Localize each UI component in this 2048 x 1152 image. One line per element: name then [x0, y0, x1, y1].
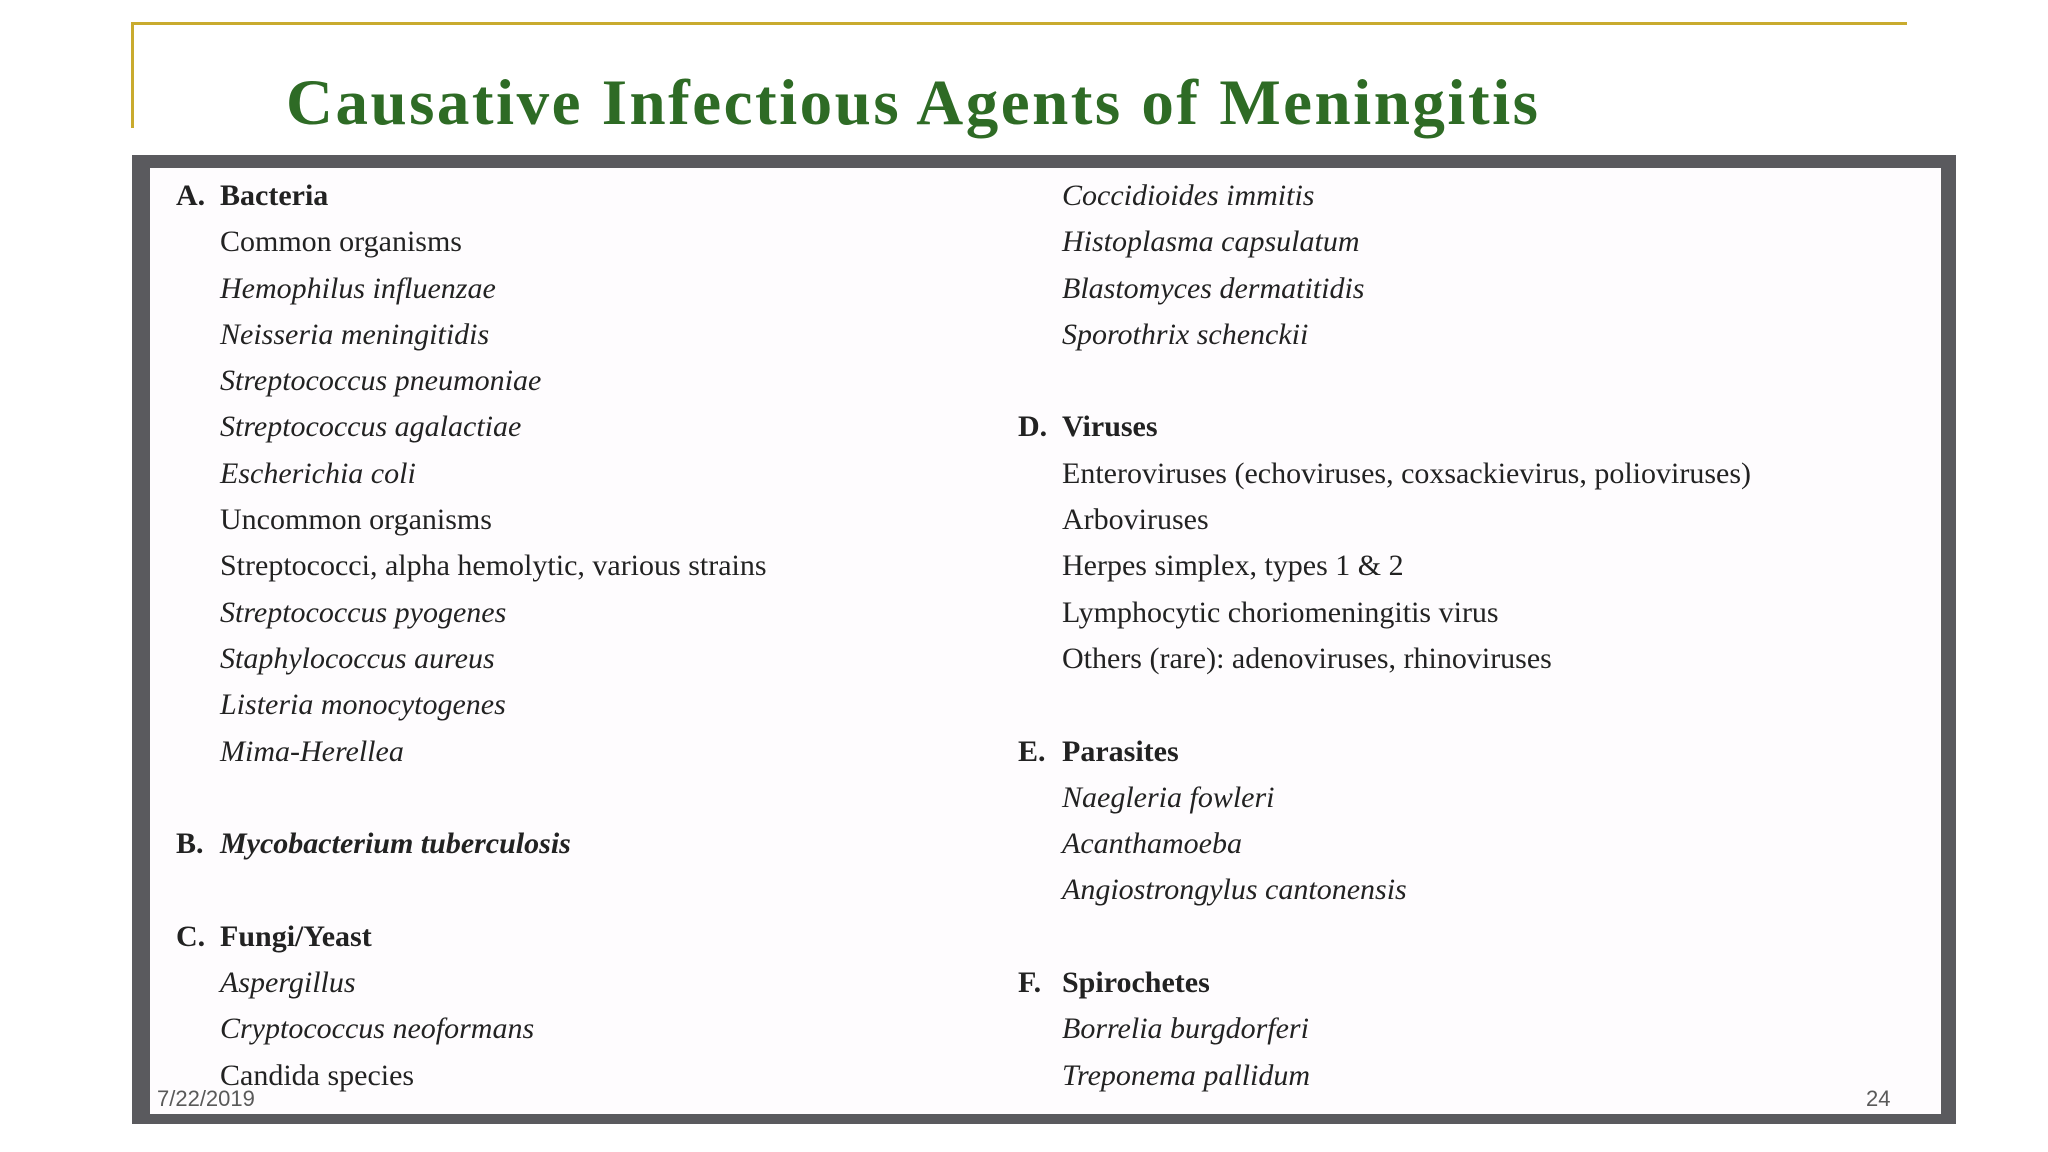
agent-list-item — [176, 729, 767, 775]
category-letter: B. — [176, 827, 204, 861]
agent-name: Streptococci, alpha hemolytic, various strains — [220, 549, 767, 583]
category-heading — [1018, 729, 1751, 775]
slide-page-number: 24 — [1866, 1086, 1891, 1111]
agent-list-item — [176, 451, 767, 497]
agent-list-item — [1018, 867, 1751, 913]
category-letter: C. — [176, 919, 206, 953]
agent-name: Streptococcus pneumoniae — [220, 364, 542, 398]
agent-list-item — [176, 1053, 767, 1099]
category-heading — [176, 173, 767, 219]
agent-name: Treponema pallidum — [1062, 1058, 1311, 1092]
agent-name: Others (rare): adenoviruses, rhinoviruses — [1062, 641, 1552, 675]
title-accent-rule-top — [131, 22, 1907, 25]
category-heading — [176, 821, 767, 867]
agent-list-item — [1018, 266, 1751, 312]
category-title: Bacteria — [220, 179, 329, 212]
agent-name: Cryptococcus neoformans — [220, 1012, 535, 1046]
agent-list-item — [1018, 636, 1751, 682]
agent-name: Mima-Herellea — [220, 734, 404, 768]
left-agent-column — [176, 173, 767, 1099]
agent-name: Aspergillus — [220, 966, 356, 1000]
agent-name: Common organisms — [220, 225, 462, 259]
right-agent-column — [1018, 173, 1751, 1099]
agent-name: Histoplasma capsulatum — [1062, 225, 1360, 259]
agent-name: Streptococcus agalactiae — [220, 410, 522, 444]
category-heading — [176, 914, 767, 960]
agent-list-item — [176, 497, 767, 543]
agent-list-item — [1018, 173, 1751, 219]
slide-title: Causative Infectious Agents of Meningitis — [286, 67, 1541, 139]
agent-list-item — [1018, 497, 1751, 543]
agent-list-item — [176, 358, 767, 404]
agent-list-item — [1018, 1053, 1751, 1099]
agent-name: Sporothrix schenckii — [1062, 317, 1309, 351]
agent-name: Arboviruses — [1062, 503, 1209, 537]
category-letter: F. — [1018, 966, 1042, 1000]
agent-list-item — [176, 1006, 767, 1052]
agent-name: Naegleria fowleri — [1062, 780, 1275, 814]
agent-name: Angiostrongylus cantonensis — [1062, 873, 1407, 907]
agent-name: Blastomyces dermatitidis — [1062, 271, 1365, 305]
agent-list-item — [176, 219, 767, 265]
slide-date: 7/22/2019 — [157, 1086, 255, 1111]
category-title: Spirochetes — [1062, 966, 1210, 1000]
agent-list-item — [176, 682, 767, 728]
category-title: Fungi/Yeast — [220, 919, 372, 953]
agent-name: Acanthamoeba — [1062, 827, 1242, 861]
agent-list-item — [176, 312, 767, 358]
blank-row — [1018, 914, 1751, 960]
agent-name: Coccidioides immitis — [1062, 179, 1315, 212]
agent-list-item — [1018, 451, 1751, 497]
agent-name: Hemophilus influenzae — [220, 271, 496, 305]
category-title: Parasites — [1062, 734, 1179, 768]
agent-list-item — [176, 960, 767, 1006]
agent-name: Enteroviruses (echoviruses, coxsackievirus, polioviruses) — [1062, 456, 1751, 490]
agent-list-item — [1018, 775, 1751, 821]
agent-list-item — [1018, 821, 1751, 867]
agent-name: Escherichia coli — [220, 456, 416, 490]
agent-name: Herpes simplex, types 1 & 2 — [1062, 549, 1404, 583]
blank-row — [176, 775, 767, 821]
agent-list-item — [176, 590, 767, 636]
agent-list-item — [1018, 1006, 1751, 1052]
agent-list-item — [1018, 312, 1751, 358]
agent-list-item — [176, 404, 767, 450]
title-accent-rule-left — [131, 22, 134, 128]
agent-name: Borrelia burgdorferi — [1062, 1012, 1309, 1046]
agent-list-item — [1018, 219, 1751, 265]
agent-name: Neisseria meningitidis — [220, 317, 490, 351]
agent-list-item — [1018, 543, 1751, 589]
agent-name: Listeria monocytogenes — [220, 688, 506, 722]
blank-row — [1018, 682, 1751, 728]
agent-name: Candida species — [220, 1058, 415, 1092]
agent-name: Staphylococcus aureus — [220, 641, 495, 675]
agent-list-item — [176, 636, 767, 682]
agent-list-item — [1018, 590, 1751, 636]
agent-name: Streptococcus pyogenes — [220, 595, 507, 629]
blank-row — [1018, 358, 1751, 404]
category-letter: A. — [176, 179, 206, 212]
category-letter: D. — [1018, 410, 1048, 444]
category-letter: E. — [1018, 734, 1046, 768]
category-title: Mycobacterium tuberculosis — [220, 827, 571, 861]
category-heading — [1018, 960, 1751, 1006]
agent-name: Lymphocytic choriomeningitis virus — [1062, 595, 1499, 629]
category-title: Viruses — [1062, 410, 1158, 444]
category-heading — [1018, 404, 1751, 450]
agent-name: Uncommon organisms — [220, 503, 492, 537]
agent-list-item — [176, 543, 767, 589]
agent-list-item — [176, 266, 767, 312]
blank-row — [176, 867, 767, 913]
